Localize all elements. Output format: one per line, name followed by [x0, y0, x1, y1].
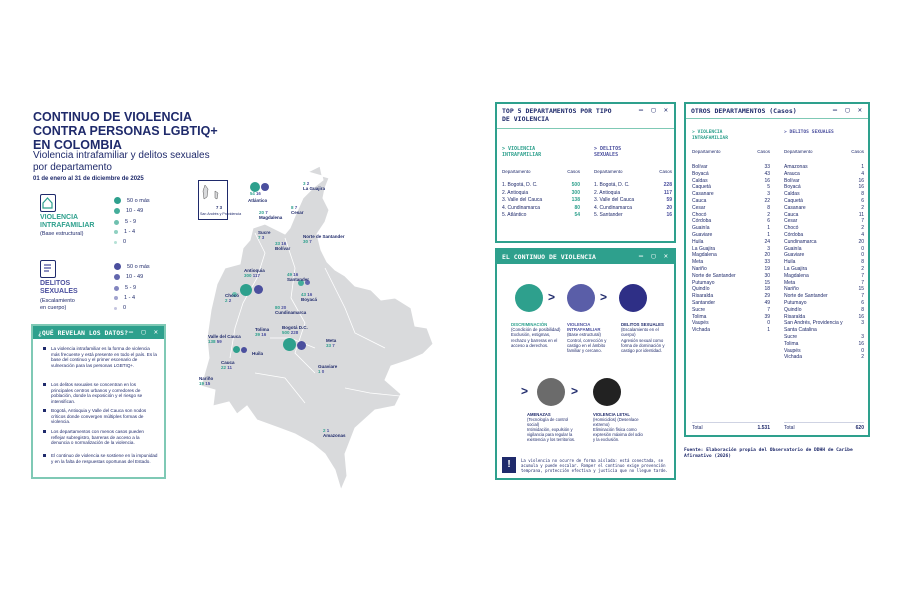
table-row [784, 348, 864, 355]
table-row: 4. Cundinamarca 20 [594, 204, 672, 211]
arrow-icon: > [600, 290, 608, 304]
table-row [784, 273, 864, 280]
step-discriminacion: DISCRIMINACIÓN (Condición de posibilidad) Exclusión, estigmas, rechazo y barreras en el acceso a derechos. [511, 322, 561, 348]
dept-name: Sucre [692, 306, 706, 313]
map-label: Sucre 7 3 [258, 230, 271, 240]
dept-cases: 20 [764, 252, 770, 259]
table-row [784, 225, 864, 232]
dept-name: Huila [784, 259, 796, 266]
datos-bullet: El continuo de violencia se sostiene en la impunidad y en la falta de respuestas oportunas del Estado. [43, 453, 158, 464]
dept-name: Guainía [784, 245, 802, 252]
valle-ds-dot [241, 347, 247, 353]
antioquia-ds-dot [254, 285, 263, 294]
table-row [692, 232, 770, 239]
dept-cases: 49 [764, 299, 770, 306]
dept-name: Vaupés [692, 320, 709, 327]
dept-name: Magdalena [784, 272, 809, 279]
dept-cases: 8 [861, 306, 864, 313]
dept-name: Nariño [784, 286, 799, 293]
legend-vif-level: 50 o más [114, 197, 150, 204]
table-row: 2. Antioquia 117 [594, 189, 672, 196]
map-inset-san-andres [198, 180, 242, 220]
table-row [784, 307, 864, 314]
dept-name: Boyacá [784, 184, 801, 191]
dept-cases: 8 [861, 191, 864, 198]
table-row [784, 334, 864, 341]
table-row [692, 198, 770, 205]
legend-vif-level: 1 - 4 [114, 229, 135, 235]
dept-name: Magdalena [692, 252, 717, 259]
dept-cases: 7 [861, 293, 864, 300]
otros-panel [684, 102, 870, 437]
top5-ds-colhead: Departamento Casos [594, 169, 672, 174]
dept-name: Norte de Santander [784, 293, 828, 300]
dept-name: Cesar [784, 218, 798, 225]
dept-cases: 7 [767, 306, 770, 313]
map-label: 3 2 La Guajira [303, 181, 326, 191]
map-label: Norte de Santander 30 7 [303, 234, 345, 244]
map-label: Nariño 19 15 [199, 376, 214, 386]
table-row [784, 212, 864, 219]
bogota-vif-dot [283, 338, 296, 351]
dept-name: San Andrés, Providencia y Santa Catalina [784, 320, 843, 334]
window-controls-icon: — ▢ ✕ [638, 252, 670, 260]
dept-name: Chocó [692, 211, 707, 218]
dept-name: Casanare [784, 204, 806, 211]
datos-panel-header [33, 326, 164, 339]
dept-name: Boyacá [692, 170, 709, 177]
dept-name: Arauca [784, 170, 800, 177]
atlantico-ds-dot [261, 183, 269, 191]
discriminacion-circle [515, 284, 543, 312]
dept-cases: 11 [858, 211, 864, 218]
dept-cases: 3 [861, 320, 864, 327]
dept-cases: 30 [764, 272, 770, 279]
dept-cases: 15 [858, 286, 864, 293]
dept-cases: 16 [858, 340, 864, 347]
dept-cases: 18 [764, 286, 770, 293]
legend-vif [38, 192, 188, 252]
map-label: Antioquia 300 117 [244, 268, 265, 278]
dept-cases: 20 [858, 238, 864, 245]
inset-label: San Andrés y Providencia [200, 212, 242, 216]
dept-name: Guaviare [784, 252, 805, 259]
datos-bullet: Los departamentos con menos casos pueden reflejar subregistro, barreras de acceso a la denuncia o normalización de la violencia. [43, 429, 158, 446]
top5-panel [495, 102, 676, 243]
table-row [784, 252, 864, 259]
table-row [692, 293, 770, 300]
dept-cases: 7 [861, 272, 864, 279]
table-row: 1. Bogotá, D. C. 500 [502, 182, 580, 188]
dept-name: Cundinamarca [784, 238, 817, 245]
dept-name: Caldas [784, 191, 800, 198]
dept-cases: 22 [764, 197, 770, 204]
map-label: Tolima 39 16 [255, 327, 270, 337]
dept-cases: 6 [767, 218, 770, 225]
delitos-circle [619, 284, 647, 312]
map-label: 80 20 Cundinamarca [275, 305, 307, 315]
table-row [784, 218, 864, 225]
dept-cases: 16 [858, 313, 864, 320]
dept-cases: 7 [861, 218, 864, 225]
source-note: Fuente: Elaboración propia del Observatorio de DDHH de Caribe Afirmativo (2026) [684, 448, 853, 459]
colombia-map [195, 158, 440, 498]
amenazas-circle [537, 378, 565, 406]
table-row [784, 205, 864, 212]
dept-cases: 8 [767, 204, 770, 211]
map-label: Chocó 2 2 [225, 293, 239, 303]
legend-ds-title: DELITOS SEXUALES [40, 280, 78, 295]
antioquia-vif-dot [240, 284, 252, 296]
bogota-ds-dot [297, 341, 306, 350]
table-row [784, 300, 864, 307]
map-label: Guaviare 1 0 [318, 364, 338, 374]
dept-name: Tolima [784, 340, 799, 347]
dept-cases: 7 [861, 279, 864, 286]
dept-name: Quindío [692, 286, 710, 293]
dept-name: Sucre [784, 333, 798, 340]
dept-name: Chocó [784, 225, 799, 232]
table-row [692, 252, 770, 259]
document-icon [40, 260, 56, 278]
dept-cases: 1 [767, 327, 770, 334]
house-icon [40, 194, 56, 212]
dept-cases: 0 [767, 320, 770, 327]
dept-cases: 1 [767, 225, 770, 232]
map-label: Valle del Cauca 138 59 [208, 334, 241, 344]
dept-cases: 16 [858, 184, 864, 191]
date-range: 01 de enero al 31 de diciembre de 2025 [33, 176, 144, 182]
legend-ds-level: 1 - 4 [114, 295, 135, 301]
dept-name: Córdoba [784, 231, 804, 238]
dept-name: Guaviare [692, 231, 713, 238]
map-label: Cauca 22 11 [221, 360, 235, 370]
dept-name: La Guajira [784, 265, 808, 272]
table-row: 3. Valle del Cauca 138 [502, 197, 580, 204]
dept-cases: 1 [767, 231, 770, 238]
legend-ds-level: 10 - 49 [114, 274, 143, 280]
map-label: 2 1 Amazonas [323, 428, 346, 438]
table-row [692, 212, 770, 219]
table-row [784, 164, 864, 171]
dept-cases: 3 [861, 333, 864, 340]
dept-name: Caquetá [784, 197, 803, 204]
step-amenazas: AMENAZAS (Tecnología de control social) Intimidación, expulsión y vigilancia para regular la existencia y los territorios. [527, 412, 576, 442]
table-row [784, 293, 864, 300]
otros-ds-head: > DELITOS SEXUALES [784, 130, 834, 135]
dept-name: Cauca [692, 197, 707, 204]
otros-title: OTROS DEPARTAMENTOS (Casos) [691, 107, 797, 115]
dept-name: Casanare [692, 191, 714, 198]
dept-cases: 0 [861, 347, 864, 354]
top5-ds-head: > DELITOS SEXUALES [594, 146, 622, 158]
table-row [784, 246, 864, 253]
map-values: 54 16 [250, 191, 261, 196]
datos-panel-title: ¿QUÉ REVELAN LOS DATOS? [38, 329, 129, 337]
map-label: 43 16 Boyacá [301, 292, 318, 302]
table-row [692, 307, 770, 314]
datos-bullet: La violencia intrafamiliar es la forma de violencia más frecuente y está presente en todo el país. Es la base del continuo y el primer escenario de vulneración para las personas LGBTIQ+. [43, 346, 158, 368]
top5-header [497, 104, 674, 129]
top5-ds-list [594, 182, 672, 220]
window-controls-icon: — ▢ ✕ [128, 328, 160, 336]
dept-name: Santander [692, 299, 716, 306]
otros-ds-list [784, 164, 864, 361]
island-icon [199, 181, 227, 203]
dept-name: Vichada [692, 327, 710, 334]
table-row [784, 178, 864, 185]
top5-vif-list [502, 182, 580, 220]
dept-name: Quindío [784, 306, 802, 313]
dept-name: Caquetá [692, 184, 711, 191]
continuo-note: La violencia no ocurre de forma aislada: está conectada, se acumula y puede escalar. Romper el continuo exige prevención temprana, protección efectiva y justicia que no llegue tarde. [521, 458, 668, 473]
legend-vif-level: 10 - 49 [114, 208, 143, 214]
table-row [692, 164, 770, 171]
map-label: 33 16 Bolívar [275, 241, 291, 251]
dept-cases: 0 [861, 245, 864, 252]
table-row [692, 266, 770, 273]
dept-name: Huila [692, 238, 704, 245]
dept-cases: 3 [767, 245, 770, 252]
datos-bullet: Bogotá, Antioquia y Valle del Cauca son nodos críticos donde convergen múltiples formas de violencia. [43, 408, 158, 425]
dept-cases: 2 [861, 204, 864, 211]
otros-vif-list [692, 164, 770, 334]
window-controls-icon: — ▢ ✕ [638, 106, 670, 114]
vif-circle [567, 284, 595, 312]
dept-cases: 2 [861, 354, 864, 361]
otros-ds-total: Total 620 [784, 422, 864, 433]
dept-name: Amazonas [784, 164, 808, 170]
legend-vif-sub: (Base estructural) [40, 231, 84, 237]
dept-name: Norte de Santander [692, 272, 736, 279]
legend-ds [38, 258, 188, 320]
dept-cases: 33 [764, 259, 770, 266]
table-row [784, 286, 864, 293]
dept-cases: 15 [764, 279, 770, 286]
map-label: 8 7 Cesar [291, 205, 304, 215]
table-row [692, 320, 770, 327]
datos-bullet: Los delitos sexuales se concentran en los principales centros urbanos y corredores de población, donde la exposición y el riesgo se intensifican. [43, 382, 158, 404]
map-label: Huila [252, 351, 264, 356]
dept-name: Putumayo [692, 279, 715, 286]
dept-name: Meta [784, 279, 796, 286]
table-row [784, 314, 864, 321]
inset-values: 7 3 [216, 205, 222, 210]
dept-name: Tolima [692, 313, 707, 320]
dept-cases: 2 [861, 265, 864, 272]
letal-circle [593, 378, 621, 406]
dept-name: Putumayo [784, 299, 807, 306]
window-controls-icon: — ▢ ✕ [832, 106, 864, 114]
page-subtitle: Violencia intrafamiliar y delitos sexuales por departamento [33, 150, 210, 173]
dept-cases: 3 [767, 191, 770, 198]
table-row [784, 259, 864, 266]
legend-vif-level: 5 - 9 [114, 219, 136, 225]
dept-cases: 2 [767, 211, 770, 218]
alert-icon: ! [502, 457, 516, 473]
table-row [692, 184, 770, 191]
table-row [784, 354, 864, 361]
map-label: Bogotá D.C. 500 228 [282, 325, 308, 335]
table-row [784, 232, 864, 239]
dept-cases: 24 [764, 238, 770, 245]
otros-vif-head: > VIOLENCIA INTRAFAMILIAR [692, 130, 728, 141]
table-row [692, 273, 770, 280]
map-label: 49 16 Santander [287, 272, 310, 282]
table-row [692, 191, 770, 198]
table-row [692, 314, 770, 321]
dept-cases: 16 [764, 177, 770, 184]
table-row [784, 191, 864, 198]
table-row [784, 184, 864, 191]
map-label: 20 7 Magdalena [259, 210, 283, 220]
dept-name: Bolívar [692, 164, 708, 170]
table-row: 3. Valle del Cauca 59 [594, 197, 672, 204]
dept-cases: 4 [861, 231, 864, 238]
table-row [692, 205, 770, 212]
dept-name: Bolívar [784, 177, 800, 184]
dept-name: Vichada [784, 354, 802, 361]
table-row [784, 320, 864, 334]
dept-cases: 5 [767, 184, 770, 191]
table-row [784, 239, 864, 246]
table-row [692, 225, 770, 232]
dept-cases: 16 [858, 177, 864, 184]
dept-name: La Guajira [692, 245, 716, 252]
otros-vif-total: Total 1.531 [692, 422, 770, 433]
step-vif: VIOLENCIA INTRAFAMILIAR (Base estructural) Control, corrección y castigo en el ámbito familiar y cercano. [567, 322, 607, 354]
table-row: 2. Antioquia 300 [502, 189, 580, 196]
dept-name: Caldas [692, 177, 708, 184]
top5-title: TOP 5 DEPARTAMENTOS POR TIPO DE VIOLENCIA [502, 107, 612, 123]
dept-cases: 19 [764, 265, 770, 272]
table-row: 5. Atlántico 54 [502, 212, 580, 219]
dept-cases: 4 [861, 170, 864, 177]
arrow-icon: > [571, 384, 579, 398]
dept-cases: 1 [861, 164, 864, 170]
dept-cases: 29 [764, 293, 770, 300]
table-row [692, 178, 770, 185]
legend-ds-level: 0 [114, 305, 126, 311]
table-row [784, 266, 864, 273]
table-row [784, 171, 864, 178]
table-row [784, 280, 864, 287]
table-row [692, 239, 770, 246]
datos-panel [31, 324, 166, 479]
dept-name: Cauca [784, 211, 799, 218]
dept-name: Cesar [692, 204, 706, 211]
valle-vif-dot [233, 346, 240, 353]
table-row [692, 300, 770, 307]
table-row [692, 327, 770, 334]
arrow-icon: > [548, 290, 556, 304]
step-letal: VIOLENCIA LETAL (Homicidios) (Desenlace extremo) Eliminación física como expresión máxima del odio y la exclusión. [593, 412, 643, 442]
table-row [692, 280, 770, 287]
dept-cases: 43 [764, 170, 770, 177]
otros-vif-colhead: Departamento Casos [692, 149, 770, 154]
dept-cases: 0 [861, 252, 864, 259]
dept-name: Risaralda [784, 313, 806, 320]
arrow-icon: > [521, 384, 529, 398]
dept-cases: 2 [861, 225, 864, 232]
dept-name: Vaupés [784, 347, 801, 354]
table-row [692, 246, 770, 253]
table-row: 5. Santander 16 [594, 212, 672, 219]
dept-cases: 6 [861, 197, 864, 204]
dept-name: Nariño [692, 265, 707, 272]
table-row [784, 341, 864, 348]
top5-vif-colhead: Departamento Casos [502, 169, 580, 174]
page-title: CONTINUO DE VIOLENCIA CONTRA PERSONAS LGBTIQ+ EN COLOMBIA [33, 110, 218, 152]
continuo-panel [495, 248, 676, 480]
table-row: 4. Cundinamarca 80 [502, 204, 580, 211]
legend-vif-title: VIOLENCIA INTRAFAMILIAR [40, 214, 95, 229]
dept-name: Córdoba [692, 218, 712, 225]
dept-cases: 6 [861, 299, 864, 306]
table-row [692, 259, 770, 266]
otros-ds-colhead: Departamento Casos [784, 149, 864, 154]
table-row [692, 286, 770, 293]
otros-header [686, 104, 868, 119]
table-row [784, 198, 864, 205]
table-row [692, 218, 770, 225]
table-row: 1. Bogotá, D. C. 228 [594, 182, 672, 188]
map-label: Atlántico [248, 198, 268, 203]
dept-name: Meta [692, 259, 704, 266]
step-delitos: DELITOS SEXUALES (Escalamiento en el cuerpo) Agresión sexual como forma de dominación y castigo por identidad. [621, 322, 665, 354]
map-label: Meta 33 7 [326, 338, 337, 348]
table-row [692, 171, 770, 178]
legend-vif-level: 0 [114, 239, 126, 245]
continuo-title: EL CONTINUO DE VIOLENCIA [502, 253, 596, 261]
legend-ds-level: 5 - 9 [114, 285, 136, 291]
dept-cases: 33 [764, 164, 770, 170]
legend-ds-level: 50 o más [114, 263, 150, 270]
dept-name: Risaralda [692, 293, 714, 300]
dept-cases: 39 [764, 313, 770, 320]
dept-cases: 8 [861, 259, 864, 266]
top5-vif-head: > VIOLENCIA INTRAFAMILIAR [502, 146, 542, 158]
legend-ds-sub: (Escalamiento en cuerpo) [40, 298, 75, 311]
continuo-header [497, 250, 674, 264]
dept-name: Guainía [692, 225, 710, 232]
